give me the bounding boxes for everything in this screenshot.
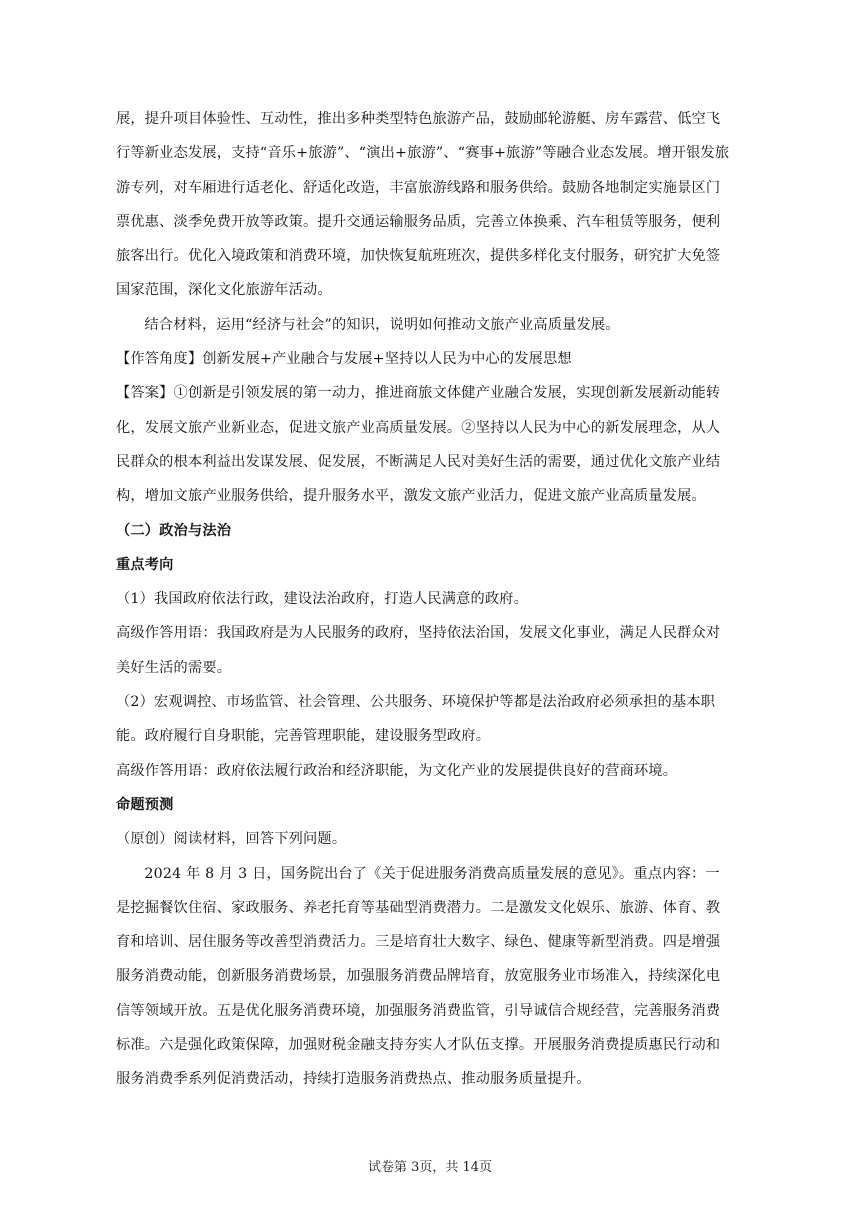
subsection-heading-prediction: 命题预测 (116, 796, 174, 813)
advanced-phrasing-1: 高级作答用语：我国政府是为人民服务的政府，坚持依法治国，发展文化事业，满足人民群众对美好生活的需要。 (116, 625, 721, 676)
key-point-2: （2）宏观调控、市场监管、社会管理、公共服务、环境保护等都是法治政府必须承担的基本职能。政府履行自身职能，完善管理职能，建设服务型政府。 (116, 694, 716, 745)
answer-angle: 【作答角度】创新发展+产业融合与发展+坚持以人民为中心的发展思想 (116, 351, 572, 368)
advanced-phrasing-2: 高级作答用语：政府依法履行政治和经济职能，为文化产业的发展提供良好的营商环境。 (116, 762, 678, 779)
original-question-intro: （原创）阅读材料，回答下列问题。 (116, 831, 347, 848)
subsection-heading-key-points: 重点考向 (116, 556, 174, 573)
question-prompt: 结合材料，运用“经济与社会”的知识，说明如何推动文旅产业高质量发展。 (144, 316, 620, 333)
key-point-1: （1）我国政府依法行政，建设法治政府，打造人民满意的政府。 (116, 591, 529, 608)
answer-text: 【答案】①创新是引领发展的第一动力，推进商旅文体健产业融合发展，实现创新发展新动能转化，发展文旅产业新业态，促进文旅产业高质量发展。②坚持以人民为中心的新发展理念，从人民群众的根本利益出发谋发展、促发展，不断满足人民对美好生活的需要，通过优化文旅产业结构，增加文旅产业服务供给，提升服务水平，激发文旅产业活力，促进文旅产业高质量发展。 (116, 385, 721, 505)
document-body (116, 102, 732, 1097)
page-footer: 试卷第 3页，共 14页 (367, 1160, 493, 1175)
section-heading: （二）政治与法治 (116, 522, 232, 539)
material-paragraph: 2024 年 8 月 3 日，国务院出台了《关于促进服务消费高质量发展的意见》。重点内容：一是挖掘餐饮住宿、家政服务、养老托育等基础型消费潜力。二是激发文化娱乐、旅游、体育、教育和培训、居住服务等改善型消费活力。三是培育壮大数字、绿色、健康等新型消费。四是增强服务消费动能，创新服务消费场景，加强服务消费品牌培育，放宽服务业市场准入，持续深化电信等领域开放。五是优化服务消费环境，加强服务消费监管，引导诚信合规经营，完善服务消费标准。六是强化政策保障，加强财税金融支持夯实人才队伍支撑。开展服务消费提质惠民行动和服务消费季系列促消费活动，持续打造服务消费热点、推动服务质量提升。 (116, 865, 721, 1088)
material-paragraph-continued: 展，提升项目体验性、互动性，推出多种类型特色旅游产品，鼓励邮轮游艇、房车露营、低空飞行等新业态发展，支持“音乐+旅游”、“演出+旅游”、“赛事+旅游”等融合业态发展。增开银发旅游专列，对车厢进行适老化、舒适化改造，丰富旅游线路和服务供给。鼓励各地制定实施景区门票优惠、淡季免费开放等政策。提升交通运输服务品质，完善立体换乘、汽车租赁等服务，便利旅客出行。优化入境政策和消费环境，加快恢复航班班次，提供多样化支付服务，研究扩大免签国家范围，深化文化旅游年活动。 (116, 111, 730, 299)
